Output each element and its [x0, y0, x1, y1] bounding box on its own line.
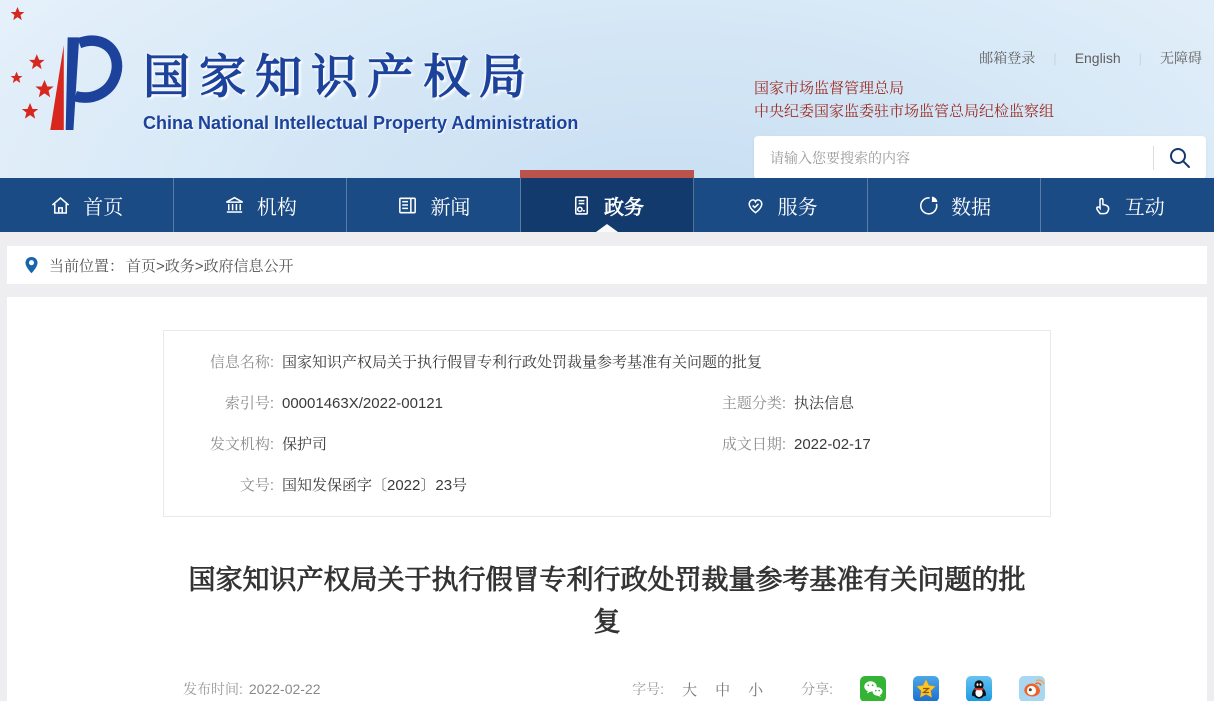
samr-link[interactable]: 国家市场监督管理总局: [754, 80, 905, 97]
qq-icon: [966, 676, 992, 701]
nav-item-label: 政务: [604, 196, 645, 219]
nav-item-institutions[interactable]: [174, 178, 348, 232]
accessibility-link[interactable]: 无障碍: [1160, 50, 1202, 66]
nav-item-label: 服务: [777, 196, 818, 219]
issuing-agency-value: 保护司: [282, 436, 328, 453]
nav-item-news[interactable]: [347, 178, 521, 232]
divider: |: [1138, 50, 1142, 66]
nav-item-interaction[interactable]: [1041, 178, 1214, 232]
location-pin-icon: [23, 255, 40, 276]
site-header: [0, 0, 1214, 178]
nav-item-data[interactable]: [868, 178, 1042, 232]
share-weibo-button[interactable]: [1019, 676, 1045, 701]
search-input[interactable]: [770, 150, 1141, 166]
main-nav: [0, 178, 1214, 232]
nav-item-label: 互动: [1124, 196, 1165, 219]
font-size-label: 字号:: [632, 681, 665, 697]
document-number-label: 文号:: [239, 477, 274, 494]
bank-icon: [223, 194, 246, 217]
issuing-agency-label: 发文机构:: [209, 436, 274, 453]
english-link[interactable]: English: [1074, 50, 1121, 66]
search-bar: [754, 136, 1206, 179]
utility-links: [754, 48, 1206, 68]
gov-doc-icon: [570, 194, 593, 217]
wechat-icon: [860, 676, 886, 701]
share-wechat-button[interactable]: [860, 676, 886, 701]
share-qq-button[interactable]: [966, 676, 992, 701]
publish-time-value: 2022-02-22: [248, 681, 321, 697]
info-name-label: 信息名称:: [209, 354, 274, 371]
article-title: 国家知识产权局关于执行假冒专利行政处罚裁量参考基准有关问题的批复: [188, 565, 1026, 637]
nav-item-government-affairs[interactable]: [521, 178, 695, 232]
interact-hand-icon: [1091, 194, 1114, 217]
content-card: [7, 297, 1207, 701]
site-title-english: China National Intellectual Property Administration: [143, 113, 579, 133]
nav-item-services[interactable]: [694, 178, 868, 232]
search-button[interactable]: [1166, 144, 1194, 172]
site-title: 国家知识产权局: [143, 50, 535, 103]
news-icon: [396, 194, 419, 217]
breadcrumb-label: 当前位置：: [49, 257, 125, 275]
service-heart-icon: [744, 194, 767, 217]
share-qzone-button[interactable]: [913, 676, 939, 701]
discipline-inspection-link[interactable]: 中央纪委国家监委驻市场监管总局纪检监察组: [754, 103, 1055, 120]
issue-date-value: 2022-02-17: [794, 436, 871, 453]
related-org-links: [754, 77, 1206, 123]
nav-item-label: 数据: [951, 196, 992, 219]
nav-item-label: 新闻: [430, 196, 471, 219]
share-label: 分享:: [801, 681, 833, 697]
mail-login-link[interactable]: 邮箱登录: [979, 50, 1036, 66]
search-icon: [1168, 146, 1192, 170]
info-name-value: 国家知识产权局关于执行假冒专利行政处罚裁量参考基准有关问题的批复: [282, 354, 763, 371]
divider: [1153, 146, 1154, 170]
nav-item-label: 机构: [256, 196, 297, 219]
topic-category-label: 主题分类:: [721, 395, 786, 412]
data-pie-icon: [917, 194, 940, 217]
issue-date-label: 成文日期:: [721, 436, 786, 453]
nav-item-home[interactable]: [0, 178, 174, 232]
document-number-value: 国知发保函字〔2022〕23号: [282, 477, 468, 494]
nav-item-label: 首页: [83, 196, 124, 219]
breadcrumb: [7, 246, 1207, 284]
topic-category-value: 执法信息: [794, 395, 855, 412]
font-size-medium-button[interactable]: 中: [715, 681, 731, 699]
index-number-label: 索引号:: [224, 395, 274, 412]
breadcrumb-path[interactable]: 首页>政务>政府信息公开: [126, 257, 294, 275]
document-info-box: [163, 330, 1051, 517]
weibo-icon: [1019, 676, 1045, 701]
font-size-large-button[interactable]: 大: [682, 681, 698, 699]
divider: |: [1053, 50, 1057, 66]
cnipa-logo-icon: [4, 0, 139, 150]
site-logo[interactable]: [4, 0, 578, 150]
index-number-value: 00001463X/2022-00121: [282, 395, 443, 412]
home-icon: [49, 194, 72, 217]
publish-time-label: 发布时间:: [183, 681, 243, 697]
article-meta-row: [163, 676, 1051, 701]
qzone-icon: [913, 676, 939, 701]
font-size-small-button[interactable]: 小: [748, 681, 764, 699]
